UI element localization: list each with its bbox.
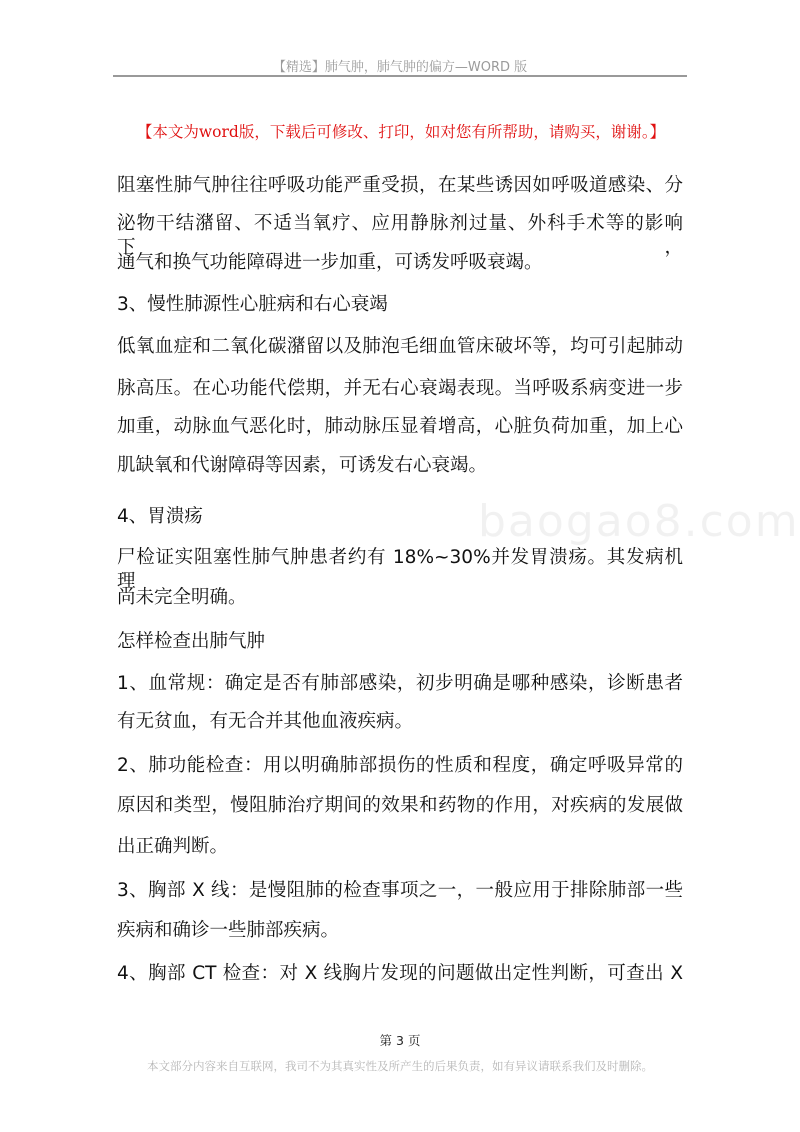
header-divider — [113, 75, 687, 77]
text-line: 疾病和确诊一些肺部疾病。 — [117, 920, 340, 941]
footer-disclaimer: 本文部分内容来自互联网，我司不为其真实性及所产生的后果负责，如有异议请联系我们及时删除。 — [147, 1059, 653, 1073]
text-line: 阻塞性肺气肿往往呼吸功能严重受损，在某些诱因如呼吸道感染、分 — [117, 175, 683, 196]
text-line: 泌物干结潴留、不适当氧疗、应用静脉剂过量、外科手术等的影响下， — [117, 213, 683, 258]
text-line: 脉高压。在心功能代偿期，并无右心衰竭表现。当呼吸系病变进一步 — [117, 378, 683, 399]
text-line: 2、肺功能检查：用以明确肺部损伤的性质和程度，确定呼吸异常的 — [117, 755, 683, 776]
text-line: 4、胸部 CT 检查：对 X 线胸片发现的问题做出定性判断，可查出 X — [117, 963, 683, 984]
text-line: 低氧血症和二氧化碳潴留以及肺泡毛细血管床破坏等，均可引起肺动 — [117, 336, 683, 357]
text-line: 怎样检查出肺气肿 — [117, 631, 266, 652]
purchase-notice: 【本文为word版，下载后可修改、打印，如对您有所帮助，请购买，谢谢。】 — [136, 123, 666, 141]
text-line: 有无贫血，有无合并其他血液疾病。 — [117, 711, 414, 732]
text-line: 1、血常规：确定是否有肺部感染，初步明确是哪种感染，诊断患者 — [117, 673, 683, 694]
text-line: 肌缺氧和代谢障碍等因素，可诱发右心衰竭。 — [117, 455, 488, 476]
watermark: baogao8.com — [478, 496, 800, 547]
text-line: 出正确判断。 — [117, 836, 229, 857]
text-line: 尸检证实阻塞性肺气肿患者约有 18%~30%并发胃溃疡。其发病机理 — [117, 547, 683, 592]
text-line: 加重，动脉血气恶化时，肺动脉压显着增高，心脏负荷加重，加上心 — [117, 416, 683, 437]
text-line: 尚未完全明确。 — [117, 587, 247, 608]
page-header-title: 【精选】肺气肿，肺气肿的偏方—WORD 版 — [272, 60, 528, 75]
page-number: 第 3 页 — [379, 1033, 421, 1048]
text-line: 4、胃溃疡 — [117, 506, 203, 527]
text-line: 原因和类型，慢阻肺治疗期间的效果和药物的作用，对疾病的发展做 — [117, 795, 683, 816]
text-line: 3、慢性肺源性心脏病和右心衰竭 — [117, 294, 388, 315]
text-line: 3、胸部 X 线：是慢阻肺的检查事项之一，一般应用于排除肺部一些 — [117, 880, 683, 901]
text-line: 通气和换气功能障碍进一步加重，可诱发呼吸衰竭。 — [117, 252, 543, 273]
